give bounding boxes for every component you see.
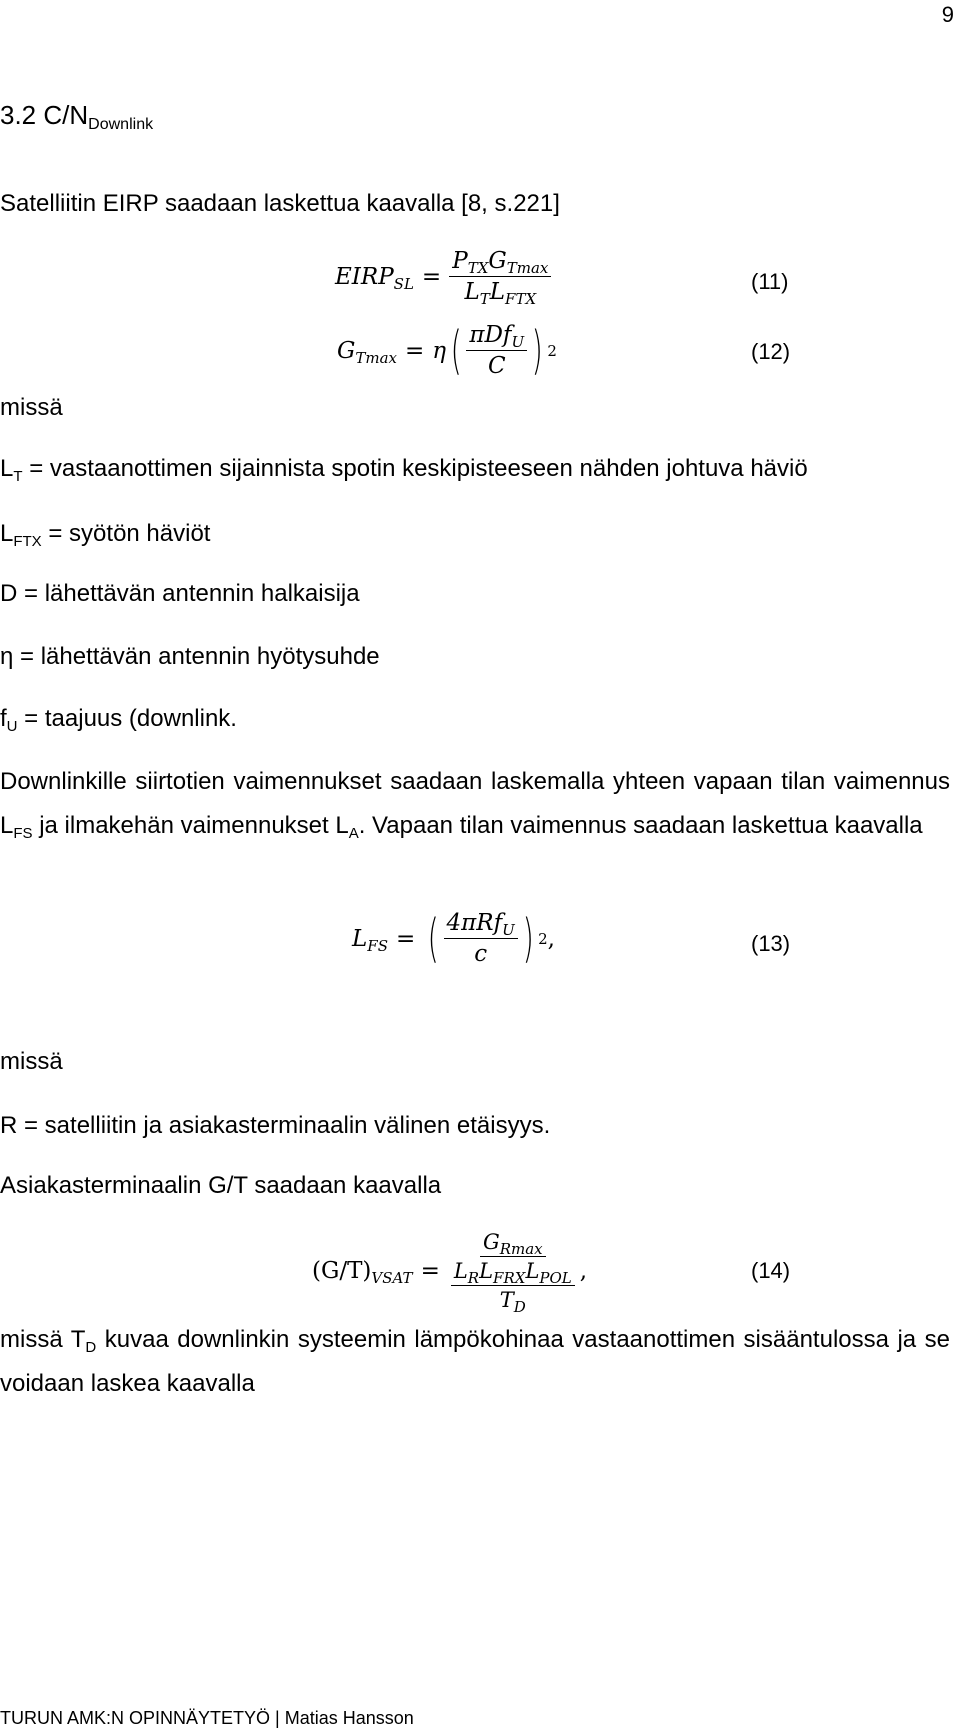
equation-13: $L_{FS}$ = ( $\frac{4\pi Rf_U}{c}$ ) 2 , xyxy=(352,908,555,969)
equation-11: $EIRP_{SL}$ = $\frac{P_{TX}G_{Tmax}}{L_TL_{FTX}}$ xyxy=(335,248,551,306)
eq12-fraction: $\frac{\pi Df_U}{C}$ xyxy=(466,322,527,380)
equation-number-14: (14) xyxy=(751,1258,791,1283)
missa-label-2: missä xyxy=(0,1048,63,1075)
eq14-fraction: $\frac{G_{Rmax}}{L_RL_{FRX}L_{POL}}$ $T_D$ xyxy=(448,1230,578,1312)
section-number: 3.2 xyxy=(0,100,37,130)
eq11-lhs-sub: SL xyxy=(393,274,414,293)
definition-eta: η = lähettävän antennin hyötysuhde xyxy=(0,643,380,670)
equation-number-13: (13) xyxy=(751,931,791,956)
equation-number-11: (11) xyxy=(751,269,789,294)
eq11-lhs: EIRP xyxy=(335,263,394,290)
section-heading xyxy=(0,100,153,131)
footer: TURUN AMK:N OPINNÄYTETYÖ | Matias Hansson xyxy=(0,1708,414,1728)
paragraph-td: missä $T_D$ kuvaa downlinkin systeemin lämpökohinaa vastaanottimen sisääntulossa ja se voidaan laskea kaavalla xyxy=(0,1326,950,1397)
gt-intro: Asiakasterminaalin G/T saadaan kaavalla xyxy=(0,1172,442,1199)
equation-14: $(G/T)_{VSAT}$ = $\frac{G_{Rmax}}{L_RL_{FRX}L_{POL}}$ $T_D$ , xyxy=(312,1230,588,1317)
eq13-fraction: $\frac{4\pi Rf_U}{c}$ xyxy=(444,910,518,968)
definition-lftx: $L_{FTX}$ = syötön häviöt xyxy=(0,520,211,550)
definition-r: R = satelliitin ja asiakasterminaalin välinen etäisyys. xyxy=(0,1112,551,1139)
section-title-sub: Downlink xyxy=(88,116,154,133)
missa-label-1: missä xyxy=(0,394,63,421)
definition-d: D = lähettävän antennin halkaisija xyxy=(0,580,360,607)
equation-number-12: (12) xyxy=(751,339,791,364)
page-number: 9 xyxy=(941,2,954,27)
eq11-fraction: $\frac{P_{TX}G_{Tmax}}{L_TL_{FTX}}$ xyxy=(449,248,551,306)
intro-text: Satelliitin EIRP saadaan laskettua kaavalla [8, s.221] xyxy=(0,190,560,217)
definition-fu: $f_U$ = taajuus (downlink. xyxy=(0,705,237,735)
equation-12: $G_{Tmax}$ = η ( $\frac{\pi Df_U}{C}$ ) 2 xyxy=(337,320,557,381)
definition-lt: $L_T$ = vastaanottimen sijainnista spotin keskipisteeseen nähden johtuva häviö xyxy=(0,455,808,485)
eq12-lhs: G xyxy=(337,337,356,364)
paragraph-downlink: Downlinkille siirtotien vaimennukset saadaan laskemalla yhteen vapaan tilan vaimennus $L_{FS}$ ja ilmakehän vaimennukset $L_A$. Vapaan tilan vaimennus saadaan laskettua kaavalla xyxy=(0,768,950,842)
section-title: C/N xyxy=(43,100,89,130)
eq12-eta: η xyxy=(432,337,447,364)
